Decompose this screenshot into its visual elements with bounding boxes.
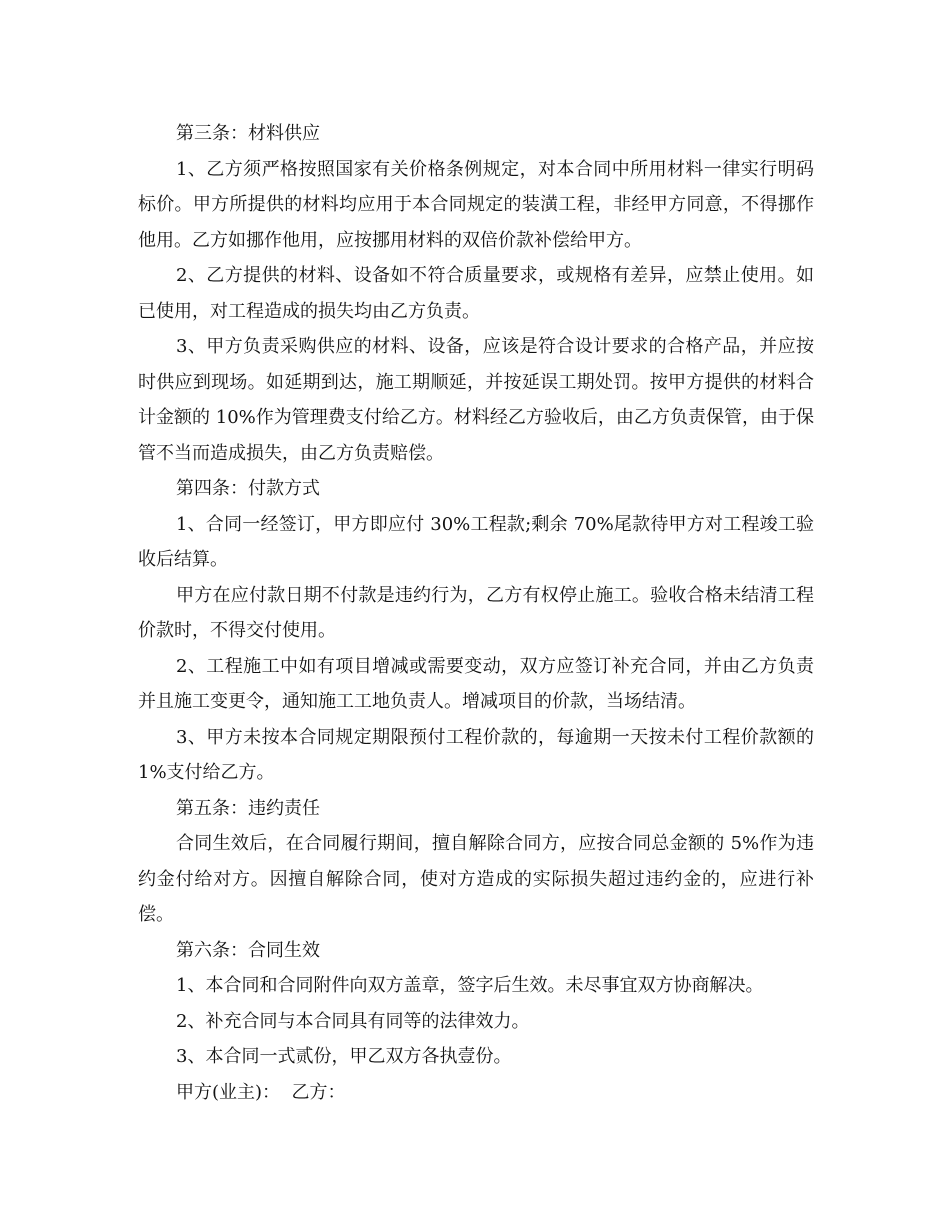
paragraph-effectiveness-3: 3、本合同一式贰份，甲乙双方各执壹份。 (176, 1046, 512, 1067)
paragraph-payment-3: 3、甲方未按本合同规定期限预付工程价款的，每逾期一天按未付工程价款额的 1%支付给乙方。 (138, 726, 814, 783)
paragraph-effectiveness-2: 2、补充合同与本合同具有同等的法律效力。 (176, 1010, 530, 1032)
section-heading-effectiveness: 第六条：合同生效 (176, 939, 320, 961)
paragraph-payment-2: 2、工程施工中如有项目增减或需要变动，双方应签订补充合同，并由乙方负责并且施工变更令，通知施工工地负责人。增减项目的价款，当场结清。 (138, 655, 814, 712)
section-heading-liability: 第五条：违约责任 (176, 797, 320, 819)
section-heading-materials: 第三条：材料供应 (176, 123, 320, 144)
signature-line: 甲方(业主)： 乙方： (176, 1081, 346, 1103)
paragraph-materials-2: 2、乙方提供的材料、设备如不符合质量要求，或规格有差异，应禁止使用。如已使用，对工程造成的损失均由乙方负责。 (138, 265, 814, 322)
paragraph-payment-default: 甲方在应付款日期不付款是违约行为，乙方有权停止施工。验收合格未结清工程价款时，不得交付使用。 (138, 584, 814, 641)
section-heading-payment: 第四条：付款方式 (176, 478, 320, 499)
paragraph-materials-1: 1、乙方须严格按照国家有关价格条例规定，对本合同中所用材料一律实行明码标价。甲方所提供的材料均应用于本合同规定的装潢工程，非经甲方同意，不得挪作他用。乙方如挪作他用，应按挪用材料的双倍价款补偿给甲方。 (138, 158, 814, 251)
paragraph-payment-1: 1、合同一经签订，甲方即应付 30%工程款;剩余 70%尾款待甲方对工程竣工验收后结算。 (138, 513, 814, 570)
paragraph-liability: 合同生效后，在合同履行期间，擅自解除合同方，应按合同总金额的 5%作为违约金付给对方。因擅自解除合同，使对方造成的实际损失超过违约金的，应进行补偿。 (138, 833, 814, 925)
contract-page (138, 116, 814, 1110)
paragraph-effectiveness-1: 1、本合同和合同附件向双方盖章，签字后生效。未尽事宜双方协商解决。 (176, 975, 764, 996)
paragraph-materials-3: 3、甲方负责采购供应的材料、设备，应该是符合设计要求的合格产品，并应按时供应到现场。如延期到达，施工期顺延，并按延误工期处罚。按甲方提供的材料合计金额的 10%作为管理费支付给乙方。材料经乙方验收后，由乙方负责保管，由于保管不当而造成损失，由乙方负责赔偿。 (138, 336, 814, 464)
